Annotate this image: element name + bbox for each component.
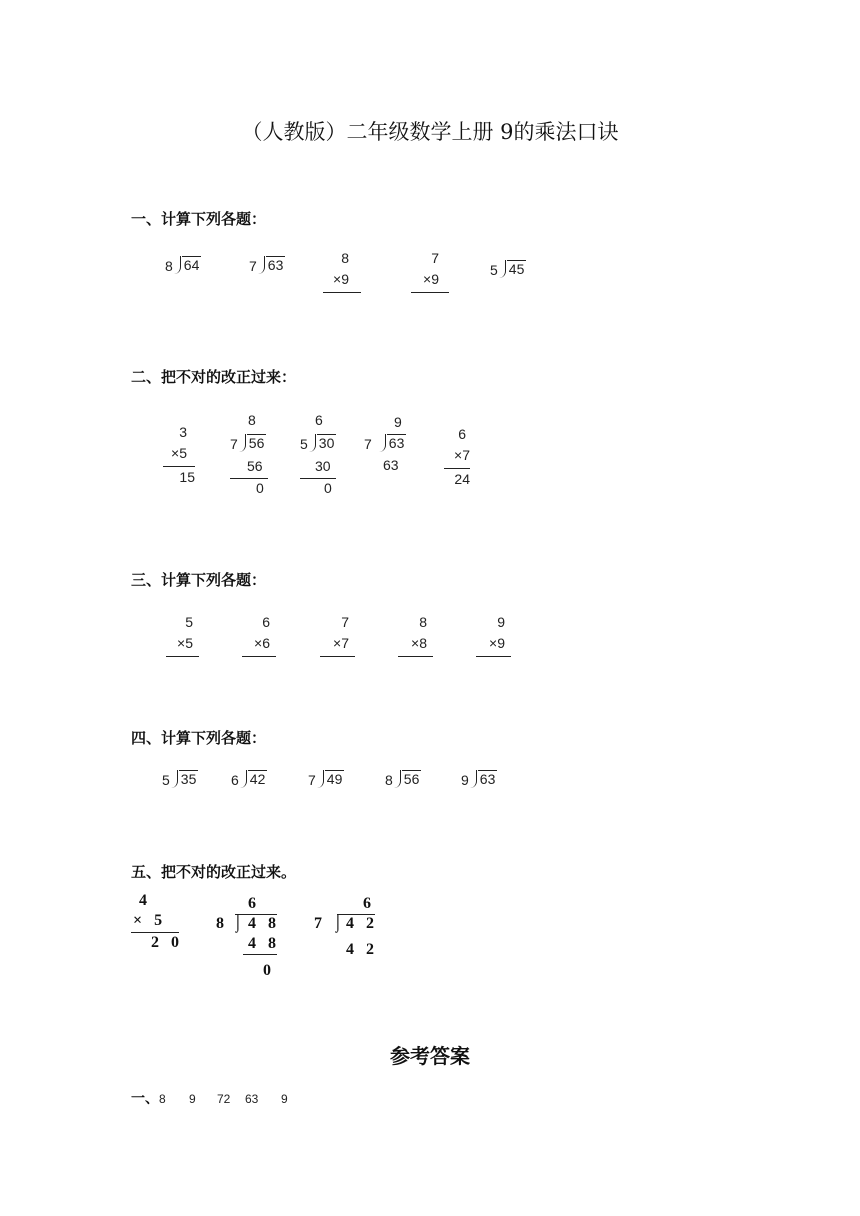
dividend: 64	[183, 257, 200, 273]
multiplier: ×5	[171, 445, 187, 461]
remainder: 0	[324, 480, 332, 496]
answer-line	[131, 932, 179, 933]
s3-problem-2	[242, 612, 276, 657]
answer-value: 63	[245, 1092, 259, 1106]
dividend: 45	[508, 261, 525, 277]
answers-row-1	[131, 1088, 301, 1108]
answer-line	[320, 656, 355, 657]
top-number: 9	[497, 614, 505, 630]
section-4-heading: 四、计算下列各题：	[131, 729, 267, 747]
s4-problem-2	[231, 770, 267, 788]
s1-problem-1	[165, 256, 201, 274]
top-number: 6	[262, 614, 270, 630]
subtrahend: 30	[315, 458, 331, 474]
subtraction-line	[230, 478, 268, 479]
s4-problem-5	[461, 770, 497, 788]
divisor: 7	[314, 915, 326, 932]
s5-problem-3	[313, 895, 383, 965]
divisor: 7	[308, 772, 316, 788]
answer-line	[242, 656, 276, 657]
subtrahend: 56	[247, 458, 263, 474]
section-1-heading: 一、计算下列各题：	[131, 210, 267, 228]
s2-problem-2	[230, 412, 270, 502]
s4-problem-1	[162, 770, 198, 788]
quotient: 6	[363, 895, 375, 912]
s3-problem-4	[398, 612, 433, 657]
answers-title: 参考答案	[390, 1044, 470, 1068]
quotient: 6	[315, 412, 323, 428]
multiplier: ×9	[333, 271, 349, 287]
dividend: 56	[248, 435, 265, 451]
s2-problem-3	[300, 412, 340, 502]
dividend: 35	[180, 771, 197, 787]
dividend: 56	[403, 771, 420, 787]
s1-problem-5	[490, 260, 526, 278]
remainder: 0	[256, 480, 264, 496]
multiplier: ×5	[177, 635, 193, 651]
quotient: 8	[248, 412, 256, 428]
divisor: 7	[230, 436, 238, 452]
division-bracket: ⌡	[333, 915, 347, 932]
s5-problem-2	[215, 895, 285, 985]
quotient: 6	[248, 895, 260, 912]
s1-problem-4	[411, 248, 449, 293]
multiplier: ×7	[333, 635, 349, 651]
section-3-heading: 三、计算下列各题：	[131, 571, 267, 589]
answer-line	[411, 292, 449, 293]
subtrahend: 4 2	[346, 941, 378, 958]
top-number: 4	[139, 892, 151, 909]
divisor: 8	[216, 915, 228, 932]
multiplier: ×8	[411, 635, 427, 651]
divisor: 5	[490, 262, 498, 278]
quotient: 9	[394, 414, 402, 430]
result: 15	[179, 469, 195, 485]
top-number: 8	[341, 250, 349, 266]
answer-line	[166, 656, 199, 657]
answer-line	[398, 656, 433, 657]
section-2-heading: 二、把不对的改正过来：	[131, 368, 297, 386]
divisor: 5	[162, 772, 170, 788]
s3-problem-1	[166, 612, 199, 657]
dividend: 49	[326, 771, 343, 787]
multiplier: ×9	[489, 635, 505, 651]
s1-problem-3	[323, 248, 361, 293]
top-number: 5	[185, 614, 193, 630]
divisor: 7	[364, 436, 372, 452]
s2-problem-5	[444, 424, 470, 490]
dividend: 4 2	[346, 915, 378, 932]
answer-line	[476, 656, 511, 657]
answer-line	[323, 292, 361, 293]
s3-problem-5	[476, 612, 511, 657]
answer-value: 72	[217, 1092, 231, 1106]
divisor: 9	[461, 772, 469, 788]
answers-row-prefix: 一、	[131, 1091, 159, 1107]
divisor: 7	[249, 258, 257, 274]
dividend: 63	[388, 435, 405, 451]
top-number: 8	[419, 614, 427, 630]
top-number: 3	[179, 424, 187, 440]
divisor: 6	[231, 772, 239, 788]
answer-value: 8	[159, 1092, 166, 1106]
subtrahend: 63	[383, 457, 399, 473]
section-5-heading: 五、把不对的改正过来。	[131, 863, 297, 881]
s4-problem-4	[385, 770, 421, 788]
division-bracket: ⌡	[233, 915, 247, 932]
multiplier: × 5	[133, 912, 167, 929]
dividend: 42	[249, 771, 266, 787]
result: 24	[454, 471, 470, 487]
dividend: 4 8	[248, 915, 280, 932]
answer-value: 9	[281, 1092, 288, 1106]
dividend: 63	[267, 257, 284, 273]
subtraction-line	[300, 478, 336, 479]
dividend: 63	[479, 771, 496, 787]
subtraction-line	[243, 954, 277, 955]
top-number: 6	[458, 426, 466, 442]
subtrahend: 4 8	[248, 935, 280, 952]
multiplier: ×9	[423, 271, 439, 287]
s4-problem-3	[308, 770, 344, 788]
divisor: 8	[385, 772, 393, 788]
top-number: 7	[341, 614, 349, 630]
s3-problem-3	[320, 612, 355, 657]
remainder: 0	[263, 962, 275, 979]
s2-problem-1	[163, 422, 195, 488]
answer-value: 9	[189, 1092, 196, 1106]
s5-problem-1	[131, 892, 181, 962]
page-title: （人教版）二年级数学上册 9的乘法口诀	[241, 120, 619, 144]
multiplier: ×6	[254, 635, 270, 651]
divisor: 5	[300, 436, 308, 452]
multiplier: ×7	[454, 447, 470, 463]
s1-problem-2	[249, 256, 285, 274]
divisor: 8	[165, 258, 173, 274]
dividend: 30	[318, 435, 335, 451]
result: 2 0	[151, 934, 183, 951]
s2-problem-4	[364, 412, 414, 482]
top-number: 7	[431, 250, 439, 266]
